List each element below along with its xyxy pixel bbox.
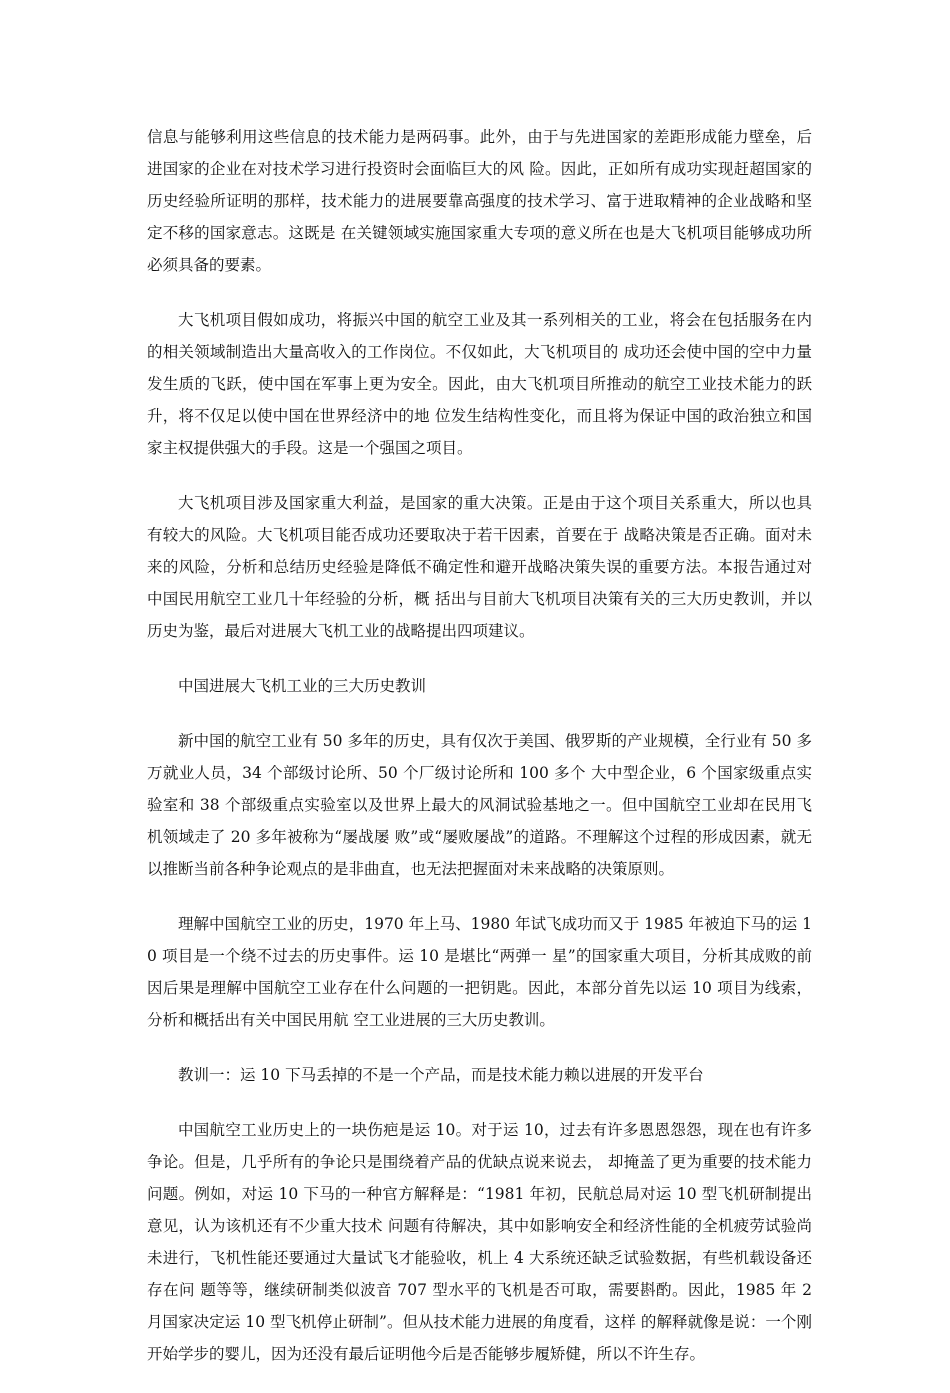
paragraph-y10-project: 理解中国航空工业的历史，1970 年上马、1980 年试飞成功而又于 1985 年被迫下马的运 10 项目是一个绕不过去的历史事件。运 10 是堪比“两弹一 星”的国家重大项目，分析其成败的前因后果是理解中国航空工业存在什么问题的一把钥匙。因此，本部分首先以运 10 项目为线索，分析和概括出有关中国民用航 空工业进展的三大历史教训。	[147, 915, 812, 1029]
paragraph-intro: 信息与能够利用这些信息的技术能力是两码事。此外，由于与先进国家的差距形成能力壁垒，后进国家的企业在对技术学习进行投资时会面临巨大的风 险。因此，正如所有成功实现赶超国家的历史经验所证明的那样，技术能力的进展要靠高强度的技术学习、富于进取精神的企业战略和坚定不移的国家意志。这既是 在关键领域实施国家重大专项的意义所在也是大飞机项目能够成功所必须具备的要素。	[147, 128, 812, 274]
paragraph-industry-overview: 新中国的航空工业有 50 多年的历史，具有仅次于美国、俄罗斯的产业规模，全行业有 50 多万就业人员，34 个部级讨论所、50 个厂级讨论所和 100 多个 大中型企业，6 个国家级重点实验室和 38 个部级重点实验室以及世界上最大的风洞试验基地之一。但中国航空工业却在民用飞机领域走了 20 多年被称为“屡战屡 败”或“屡败屡战”的道路。不理解这个过程的形成因素，就无以推断当前各种争论观点的是非曲直，也无法把握面对未来战略的决策原则。	[147, 732, 812, 878]
section-heading-history-lessons: 中国进展大飞机工业的三大历史教训	[178, 677, 427, 695]
paragraph-decision-risk: 大飞机项目涉及国家重大利益，是国家的重大决策。正是由于这个项目关系重大，所以也具有较大的风险。大飞机项目能否成功还要取决于若干因素，首要在于 战略决策是否正确。面对未来的风险，分析和总结历史经验是降低不确定性和避开战略决策失误的重要方法。本报告通过对中国民用航空工业几十年经验的分析，概 括出与目前大飞机项目决策有关的三大历史教训，并以历史为鉴，最后对进展大飞机工业的战略提出四项建议。	[147, 494, 812, 640]
paragraph-success-impact: 大飞机项目假如成功，将振兴中国的航空工业及其一系列相关的工业，将会在包括服务在内的相关领域制造出大量高收入的工作岗位。不仅如此，大飞机项目的 成功还会使中国的空中力量发生质的飞跃，使中国在军事上更为安全。因此，由大飞机项目所推动的航空工业技术能力的跃升，将不仅足以使中国在世界经济中的地 位发生结构性变化，而且将为保证中国的政治独立和国家主权提供强大的手段。这是一个强国之项目。	[147, 311, 812, 457]
section-heading-lesson-one: 教训一：运 10 下马丢掉的不是一个产品，而是技术能力赖以进展的开发平台	[178, 1066, 704, 1084]
document-body	[147, 121, 812, 1393]
paragraph-y10-analysis: 中国航空工业历史上的一块伤疤是运 10。对于运 10，过去有许多恩恩怨怨，现在也有许多争论。但是，几乎所有的争论只是围绕着产品的优缺点说来说去， 却掩盖了更为重要的技术能力问题。例如，对运 10 下马的一种官方解释是：“1981 年初，民航总局对运 10 型飞机研制提出意见，认为该机还有不少重大技术 问题有待解决，其中如影响安全和经济性能的全机疲劳试验尚未进行，飞机性能还要通过大量试飞才能验收，机上 4 大系统还缺乏试验数据，有些机载设备还存在问 题等等，继续研制类似波音 707 型水平的飞机是否可取，需要斟酌。因此，1985 年 2 月国家决定运 10 型飞机停止研制”。但从技术能力进展的角度看，这样 的解释就像是说：一个刚开始学步的婴儿，因为还没有最后证明他今后是否能够步履矫健，所以不许生存。	[147, 1121, 812, 1363]
